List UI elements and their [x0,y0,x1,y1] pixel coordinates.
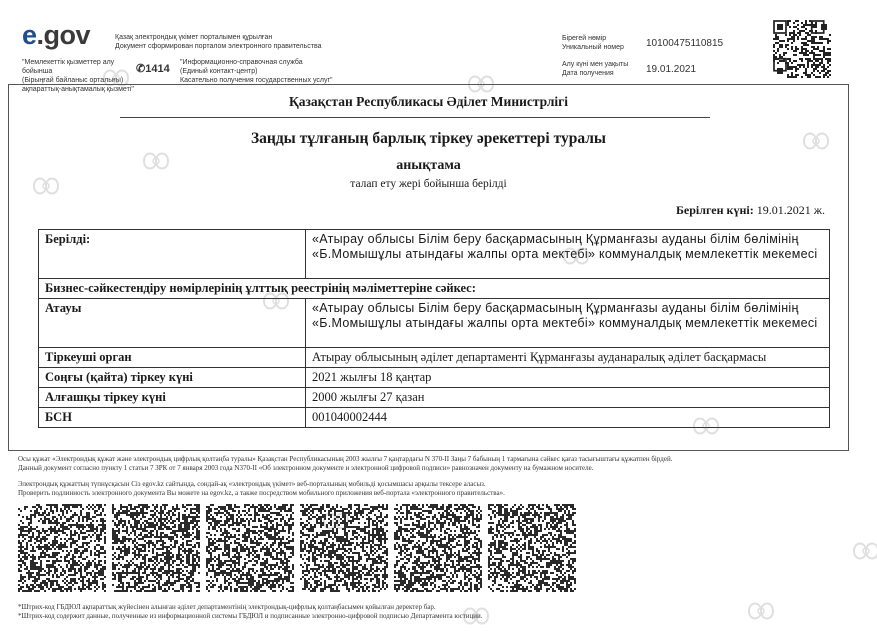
table-row [39,230,830,279]
first-registration-value: 2000 жылғы 27 қазан [306,388,830,408]
watermark-ornament-icon [800,125,832,157]
document-type: анықтама [8,158,849,174]
registration-table [38,229,830,428]
service-ru-line2: (Единый контакт-центр) [180,67,333,76]
document-title: Заңды тұлғаның барлық тіркеу әрекеттері туралы [8,130,849,148]
phone-number: ✆1414 [136,62,170,75]
unique-number-label: Бірегей нөмір Уникальный номер [562,34,624,52]
table-row [39,388,830,408]
barcode-block-icon [112,504,200,592]
barcode-block-icon [488,504,576,592]
verify-note [18,480,858,497]
unique-number: 10100475110815 [646,38,723,49]
watermark-ornament-icon [745,595,777,627]
service-kz-line1: "Мемлекеттік қызметтер алу бойынша [22,58,137,76]
watermark-ornament-icon [320,505,352,537]
last-registration-label: Соңғы (қайта) тіркеу күні [39,368,306,388]
service-kz-line3: ақпараттық-анықтамалық қызметі" [22,85,137,94]
phone-icon: ✆ [136,63,145,75]
issued-date-label: Берілген күні: [676,203,754,217]
legal-note-kz: Осы құжат «Электрондық құжат және электрондық цифрлық қолтаңба туралы» Қазақстан Республикасының 2003 жылғы 7 қаңтардағы N 370-II Заңы 7 бабының 1 тармағына сәйкес қағаз тасығыштағы құжатпен бірдей. [18,455,858,464]
issued-date-value: 19.01.2021 ж. [757,203,825,217]
portal-note-ru: Документ сформирован порталом электронного правительства [115,42,322,51]
registry-header: Бизнес-сәйкестендіру нөмірлерінің ұлттық реестрінің мәліметтеріне сәйкес: [39,279,830,299]
first-registration-label: Алғашқы тіркеу күні [39,388,306,408]
watermark-ornament-icon [850,535,877,567]
ministry-title: Қазақстан Республикасы Әділет Министрлігі [8,94,849,110]
last-registration-value: 2021 жылғы 18 қаңтар [306,368,830,388]
given-label: Берілді: [39,230,306,279]
egov-logo: e.gov [22,20,90,51]
watermark-ornament-icon [560,240,592,272]
qr-code-icon [773,20,831,78]
verify-note-ru: Проверить подлинность электронного документа Вы можете на egov.kz, а также посредством мобильного приложения веб-портала «электронного правительства». [18,489,858,498]
registrar-label: Тіркеуші орган [39,348,306,368]
verify-note-kz: Электрондық құжаттың түпнұсқасын Сіз egov.kz сайтында, сондай-ақ «электрондық үкімет» веб-порталының мобильді қосымшасы арқылы тексере аласыз. [18,480,858,489]
barcode-note-ru: *Штрих-код содержит данные, полученные из информационной системы ГБДЮЛ и подписанные электронно-цифровой подписью Департамента юстиции. [18,612,858,621]
bin-value: 001040002444 [306,408,830,428]
barcode-block-icon [206,504,294,592]
issued-date [676,203,825,218]
watermark-ornament-icon [690,410,722,442]
receipt-date-label: Алу күні мен уақыты Дата получения [562,60,628,78]
service-ru-line3: Касательно получения государственных услуг" [180,76,333,85]
table-row [39,368,830,388]
receipt-date: 19.01.2021 [646,64,696,75]
title-divider [120,117,710,118]
name-label: Атауы [39,299,306,348]
service-ru-line1: "Информационно-справочная служба [180,58,333,67]
document-subtitle: талап ету жері бойынша берілді [8,178,849,190]
table-row [39,348,830,368]
barcode-note [18,603,858,620]
registrar-value: Атырау облысының әділет департаменті Құрманғазы ауданаралық әділет басқармасы [306,348,830,368]
barcode-note-kz: *Штрих-код ГБДЮЛ ақпараттық жүйесінен алынған әділет департаментінің электрондық-цифрлық қолтаңбасымен қойылған деректер бар. [18,603,858,612]
legal-note [18,455,858,472]
legal-note-ru: Данный документ согласно пункту 1 статьи 7 ЗРК от 7 января 2003 года N370-II «Об электронном документе и электронной цифровой подписи» равнозначен документу на бумажном носителе. [18,464,858,473]
barcode-block-icon [18,504,106,592]
barcode-strip [18,504,578,596]
watermark-ornament-icon [460,600,492,632]
watermark-ornament-icon [465,68,497,100]
service-note-ru [180,58,333,85]
table-row [39,299,830,348]
watermark-ornament-icon [140,145,172,177]
watermark-ornament-icon [30,170,62,202]
service-kz-line2: (Бірыңғай байланыс орталығы) [22,76,137,85]
watermark-ornament-icon [260,285,292,317]
portal-note [115,33,322,51]
watermark-ornament-icon [100,62,132,94]
name-value: «Атырау облысы Білім беру басқармасының Құрманғазы ауданы білім бөлімінің «Б.Момышұлы атындағы жалпы орта мектебі» коммуналдық мемлекеттік мекемесі [306,299,830,348]
barcode-block-icon [394,504,482,592]
given-value: «Атырау облысы Білім беру басқармасының Құрманғазы ауданы білім бөлімінің «Б.Момышұлы атындағы жалпы орта мектебі» коммуналдық мемлекеттік мекемесі [306,230,830,279]
table-row [39,279,830,299]
portal-note-kz: Қазақ электрондық үкімет порталымен құрылған [115,33,322,42]
bin-label: БСН [39,408,306,428]
